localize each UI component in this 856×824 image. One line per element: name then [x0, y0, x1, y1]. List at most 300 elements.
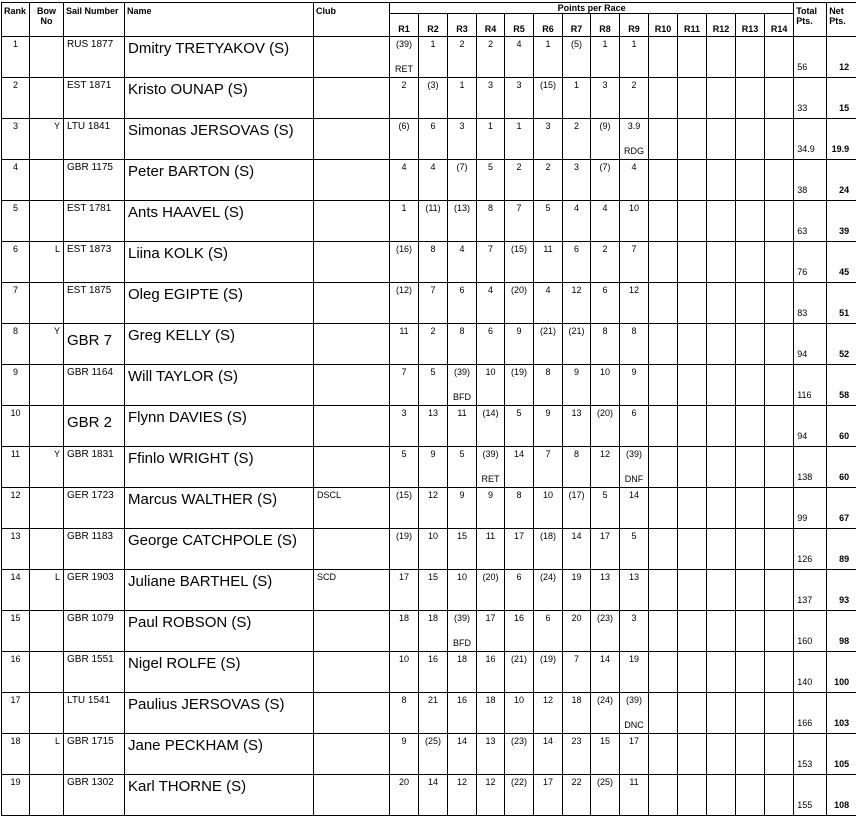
bow-no-cell: L — [30, 570, 64, 611]
race-score-cell — [534, 529, 563, 570]
race-score: 14 — [505, 447, 533, 459]
race-score-cell — [534, 365, 563, 406]
race-score-cell — [765, 611, 794, 652]
race-score-cell — [620, 734, 649, 775]
net-points-cell: 52 — [827, 324, 856, 365]
table-row — [2, 447, 856, 488]
race-score: (20) — [477, 570, 504, 582]
race-score-cell — [678, 734, 707, 775]
race-score-cell — [419, 570, 448, 611]
race-score: 10 — [620, 201, 648, 213]
race-score: 3 — [563, 160, 590, 172]
race-score-cell — [505, 119, 534, 160]
race-penalty-code: BFD — [448, 392, 476, 402]
race-score-cell — [534, 611, 563, 652]
race-score-cell — [620, 693, 649, 734]
rank-cell: 12 — [2, 488, 30, 529]
race-score: 6 — [448, 283, 476, 295]
table-row — [2, 365, 856, 406]
bow-no-cell — [30, 652, 64, 693]
race-penalty-code: RDG — [620, 146, 648, 156]
race-score-cell — [736, 283, 765, 324]
race-score: 17 — [620, 734, 648, 746]
sailor-name-cell: George CATCHPOLE (S) — [125, 529, 314, 570]
sail-number-cell: EST 1873 — [64, 242, 125, 283]
race-score: (17) — [563, 488, 590, 500]
race-score-cell — [419, 37, 448, 78]
table-row — [2, 324, 856, 365]
race-score: 7 — [563, 652, 590, 664]
race-score-cell — [765, 201, 794, 242]
race-score: 5 — [505, 406, 533, 418]
race-score-cell — [563, 160, 591, 201]
race-score: 6 — [505, 570, 533, 582]
race-score-cell — [419, 201, 448, 242]
header-race-9: R9 — [620, 14, 649, 37]
race-score: 9 — [505, 324, 533, 336]
sail-number-cell: RUS 1877 — [64, 37, 125, 78]
race-score: 22 — [563, 775, 590, 787]
race-score: 1 — [620, 37, 648, 49]
race-score-cell — [620, 324, 649, 365]
header-bow-no: Bow No — [30, 3, 64, 37]
race-score-cell — [591, 160, 620, 201]
sailor-name-cell: Simonas JERSOVAS (S) — [125, 119, 314, 160]
race-score: 3 — [477, 78, 504, 90]
race-score-cell — [448, 488, 477, 529]
race-score-cell — [419, 119, 448, 160]
race-score-cell — [505, 734, 534, 775]
race-score-cell — [534, 652, 563, 693]
race-score: 4 — [448, 242, 476, 254]
race-score: 4 — [591, 201, 619, 213]
race-score-cell — [707, 78, 736, 119]
table-row — [2, 201, 856, 242]
race-score-cell — [505, 365, 534, 406]
race-score-cell — [591, 324, 620, 365]
race-score: 8 — [591, 324, 619, 336]
race-score-cell — [649, 693, 678, 734]
rank-cell: 3 — [2, 119, 30, 160]
race-score-cell — [620, 529, 649, 570]
rank-cell: 9 — [2, 365, 30, 406]
sailor-name-cell: Flynn DAVIES (S) — [125, 406, 314, 447]
race-score: 8 — [390, 693, 418, 705]
club-cell — [314, 693, 390, 734]
race-score-cell — [505, 201, 534, 242]
total-points-cell: 160 — [794, 611, 827, 652]
race-score: 2 — [390, 78, 418, 90]
total-points-cell: 83 — [794, 283, 827, 324]
race-score-cell — [678, 570, 707, 611]
race-score: (21) — [534, 324, 562, 336]
race-score: 3 — [534, 119, 562, 131]
race-score: 11 — [448, 406, 476, 418]
bow-no-cell: Y — [30, 119, 64, 160]
race-score: 5 — [419, 365, 447, 377]
net-points-cell: 108 — [827, 775, 856, 816]
sailor-name-cell: Jane PECKHAM (S) — [125, 734, 314, 775]
race-score-cell — [505, 611, 534, 652]
race-score-cell — [736, 652, 765, 693]
race-score-cell — [448, 78, 477, 119]
race-score: 4 — [419, 160, 447, 172]
header-race-14: R14 — [765, 14, 794, 37]
race-score: 23 — [563, 734, 590, 746]
race-score-cell — [419, 652, 448, 693]
race-score-cell — [563, 242, 591, 283]
header-race-5: R5 — [505, 14, 534, 37]
race-score-cell — [736, 447, 765, 488]
net-points-cell: 60 — [827, 406, 856, 447]
race-penalty-code: DNF — [620, 474, 648, 484]
race-score: 5 — [448, 447, 476, 459]
race-score: 18 — [477, 693, 504, 705]
race-score-cell — [419, 242, 448, 283]
race-score-cell — [563, 119, 591, 160]
sailor-name-cell: Marcus WALTHER (S) — [125, 488, 314, 529]
race-score: 14 — [419, 775, 447, 787]
race-score-cell — [477, 119, 505, 160]
race-score: 13 — [477, 734, 504, 746]
race-score-cell — [736, 693, 765, 734]
race-score-cell — [765, 365, 794, 406]
race-score-cell — [649, 324, 678, 365]
race-score-cell — [563, 775, 591, 816]
race-score: (24) — [591, 693, 619, 705]
race-score-cell — [765, 119, 794, 160]
race-score: (25) — [419, 734, 447, 746]
race-score: (39) — [390, 37, 418, 49]
race-score: 9 — [448, 488, 476, 500]
race-score: 8 — [419, 242, 447, 254]
race-score-cell — [477, 652, 505, 693]
race-score: 6 — [620, 406, 648, 418]
race-score: 5 — [534, 201, 562, 213]
race-score-cell — [448, 283, 477, 324]
race-score: 6 — [477, 324, 504, 336]
sail-number-cell: GBR 7 — [64, 324, 125, 365]
race-score-cell — [736, 37, 765, 78]
race-score: 10 — [448, 570, 476, 582]
race-score: (13) — [448, 201, 476, 213]
race-score-cell — [477, 283, 505, 324]
race-score-cell — [563, 406, 591, 447]
race-score: (16) — [390, 242, 418, 254]
bow-no-cell: Y — [30, 324, 64, 365]
race-score-cell — [534, 160, 563, 201]
rank-cell: 6 — [2, 242, 30, 283]
race-score-cell — [534, 570, 563, 611]
rank-cell: 1 — [2, 37, 30, 78]
race-score-cell — [448, 570, 477, 611]
total-points-cell: 33 — [794, 78, 827, 119]
race-score: 18 — [390, 611, 418, 623]
total-points-cell: 126 — [794, 529, 827, 570]
race-score-cell — [678, 611, 707, 652]
race-score: 17 — [591, 529, 619, 541]
race-score-cell — [419, 160, 448, 201]
race-score-cell — [448, 693, 477, 734]
net-points-cell: 19.9 — [827, 119, 856, 160]
bow-no-cell — [30, 529, 64, 570]
race-score-cell — [477, 611, 505, 652]
club-cell — [314, 447, 390, 488]
header-sail-number: Sail Number — [64, 3, 125, 37]
race-score: (7) — [448, 160, 476, 172]
race-score: 4 — [534, 283, 562, 295]
race-score: 18 — [419, 611, 447, 623]
race-score-cell — [678, 37, 707, 78]
net-points-cell: 39 — [827, 201, 856, 242]
race-score-cell — [390, 488, 419, 529]
header-race-10: R10 — [649, 14, 678, 37]
race-score: (19) — [390, 529, 418, 541]
race-score-cell — [620, 652, 649, 693]
race-score-cell — [534, 119, 563, 160]
bow-no-cell: L — [30, 242, 64, 283]
total-points-cell: 63 — [794, 201, 827, 242]
race-score-cell — [678, 447, 707, 488]
race-score: (25) — [591, 775, 619, 787]
race-score: 2 — [419, 324, 447, 336]
race-score-cell — [563, 201, 591, 242]
race-score-cell — [448, 119, 477, 160]
sail-number-cell: EST 1871 — [64, 78, 125, 119]
net-points-cell: 103 — [827, 693, 856, 734]
club-cell — [314, 652, 390, 693]
race-score: 19 — [563, 570, 590, 582]
race-score-cell — [477, 78, 505, 119]
race-score-cell — [707, 775, 736, 816]
race-score-cell — [678, 119, 707, 160]
table-row — [2, 283, 856, 324]
race-score-cell — [448, 242, 477, 283]
bow-no-cell — [30, 283, 64, 324]
race-score: 3 — [591, 78, 619, 90]
race-score-cell — [620, 447, 649, 488]
bow-no-cell — [30, 406, 64, 447]
net-points-cell: 105 — [827, 734, 856, 775]
table-row — [2, 37, 856, 78]
race-score-cell — [649, 37, 678, 78]
race-score-cell — [448, 37, 477, 78]
club-cell — [314, 119, 390, 160]
sailor-name-cell: Ffinlo WRIGHT (S) — [125, 447, 314, 488]
race-score-cell — [649, 529, 678, 570]
race-score: 2 — [591, 242, 619, 254]
bow-no-cell — [30, 78, 64, 119]
race-score-cell — [736, 119, 765, 160]
header-name: Name — [125, 3, 314, 37]
race-score-cell — [707, 324, 736, 365]
net-points-cell: 98 — [827, 611, 856, 652]
race-score-cell — [390, 570, 419, 611]
race-score: 4 — [563, 201, 590, 213]
race-score-cell — [736, 160, 765, 201]
race-score-cell — [649, 78, 678, 119]
race-score-cell — [649, 242, 678, 283]
race-score-cell — [477, 201, 505, 242]
race-score-cell — [390, 201, 419, 242]
race-score: (23) — [505, 734, 533, 746]
race-score-cell — [390, 37, 419, 78]
race-score: 5 — [390, 447, 418, 459]
race-score-cell — [390, 775, 419, 816]
race-score-cell — [477, 447, 505, 488]
club-cell — [314, 283, 390, 324]
race-score-cell — [563, 652, 591, 693]
race-score: 8 — [477, 201, 504, 213]
table-row — [2, 775, 856, 816]
race-score-cell — [563, 324, 591, 365]
race-score: 5 — [591, 488, 619, 500]
race-score-cell — [505, 78, 534, 119]
race-score-cell — [419, 283, 448, 324]
race-score: 12 — [477, 775, 504, 787]
race-score-cell — [591, 447, 620, 488]
race-score: (6) — [390, 119, 418, 131]
race-score: 7 — [477, 242, 504, 254]
race-score: 20 — [390, 775, 418, 787]
race-score-cell — [678, 652, 707, 693]
race-score-cell — [448, 160, 477, 201]
race-score-cell — [534, 488, 563, 529]
race-score: 1 — [448, 78, 476, 90]
club-cell — [314, 324, 390, 365]
race-score-cell — [765, 570, 794, 611]
table-row — [2, 406, 856, 447]
race-score: 1 — [390, 201, 418, 213]
race-score-cell — [765, 488, 794, 529]
race-score: 21 — [419, 693, 447, 705]
race-score-cell — [505, 693, 534, 734]
total-points-cell: 76 — [794, 242, 827, 283]
race-score: 10 — [477, 365, 504, 377]
header-race-11: R11 — [678, 14, 707, 37]
results-table — [1, 2, 856, 816]
race-score: (15) — [390, 488, 418, 500]
race-score-cell — [678, 406, 707, 447]
race-score-cell — [505, 529, 534, 570]
total-points-cell: 38 — [794, 160, 827, 201]
race-score: 17 — [534, 775, 562, 787]
race-score-cell — [563, 734, 591, 775]
total-points-cell: 153 — [794, 734, 827, 775]
race-score: 8 — [534, 365, 562, 377]
race-score-cell — [620, 160, 649, 201]
race-score: (11) — [419, 201, 447, 213]
header-race-12: R12 — [707, 14, 736, 37]
race-score: 15 — [448, 529, 476, 541]
race-score-cell — [707, 37, 736, 78]
race-score-cell — [707, 570, 736, 611]
rank-cell: 14 — [2, 570, 30, 611]
race-score-cell — [736, 570, 765, 611]
sailor-name-cell: Paul ROBSON (S) — [125, 611, 314, 652]
race-score: (20) — [505, 283, 533, 295]
race-score-cell — [649, 283, 678, 324]
race-score: (39) — [620, 693, 648, 705]
race-score-cell — [707, 406, 736, 447]
table-row — [2, 734, 856, 775]
table-row — [2, 488, 856, 529]
race-score: 6 — [419, 119, 447, 131]
sailor-name-cell: Liina KOLK (S) — [125, 242, 314, 283]
race-score-cell — [591, 570, 620, 611]
race-score-cell — [736, 242, 765, 283]
race-score-cell — [563, 529, 591, 570]
race-score-cell — [419, 324, 448, 365]
race-score: 3.9 — [620, 119, 648, 131]
race-score: 16 — [448, 693, 476, 705]
rank-cell: 17 — [2, 693, 30, 734]
race-score: 14 — [534, 734, 562, 746]
race-score: 8 — [505, 488, 533, 500]
race-score-cell — [678, 693, 707, 734]
sailor-name-cell: Paulius JERSOVAS (S) — [125, 693, 314, 734]
race-score: (15) — [534, 78, 562, 90]
race-score: 16 — [419, 652, 447, 664]
race-score-cell — [620, 283, 649, 324]
race-score-cell — [505, 775, 534, 816]
race-score-cell — [736, 529, 765, 570]
bow-no-cell — [30, 201, 64, 242]
total-points-cell: 116 — [794, 365, 827, 406]
club-cell — [314, 160, 390, 201]
race-score: 14 — [620, 488, 648, 500]
race-score: 13 — [620, 570, 648, 582]
race-score-cell — [419, 693, 448, 734]
sail-number-cell: GBR 1831 — [64, 447, 125, 488]
total-points-cell: 138 — [794, 447, 827, 488]
race-score-cell — [448, 447, 477, 488]
net-points-cell: 51 — [827, 283, 856, 324]
race-score-cell — [534, 201, 563, 242]
race-score-cell — [765, 693, 794, 734]
net-points-cell: 67 — [827, 488, 856, 529]
rank-cell: 16 — [2, 652, 30, 693]
race-score-cell — [765, 406, 794, 447]
net-points-cell: 45 — [827, 242, 856, 283]
race-score-cell — [390, 324, 419, 365]
header-race-1: R1 — [390, 14, 419, 37]
header-race-4: R4 — [477, 14, 505, 37]
race-score-cell — [477, 570, 505, 611]
race-score-cell — [649, 365, 678, 406]
race-score: (39) — [477, 447, 504, 459]
race-score-cell — [620, 406, 649, 447]
race-score-cell — [765, 734, 794, 775]
net-points-cell: 60 — [827, 447, 856, 488]
race-score: 17 — [477, 611, 504, 623]
race-score-cell — [419, 488, 448, 529]
race-score-cell — [620, 201, 649, 242]
race-score-cell — [419, 78, 448, 119]
race-score-cell — [591, 775, 620, 816]
sailor-name-cell: Juliane BARTHEL (S) — [125, 570, 314, 611]
total-points-cell: 155 — [794, 775, 827, 816]
race-score-cell — [477, 775, 505, 816]
race-score-cell — [765, 447, 794, 488]
race-score: 2 — [477, 37, 504, 49]
net-points-cell: 93 — [827, 570, 856, 611]
bow-no-cell — [30, 775, 64, 816]
race-score: 9 — [563, 365, 590, 377]
race-score-cell — [736, 201, 765, 242]
race-score-cell — [505, 283, 534, 324]
sail-number-cell: GBR 1079 — [64, 611, 125, 652]
